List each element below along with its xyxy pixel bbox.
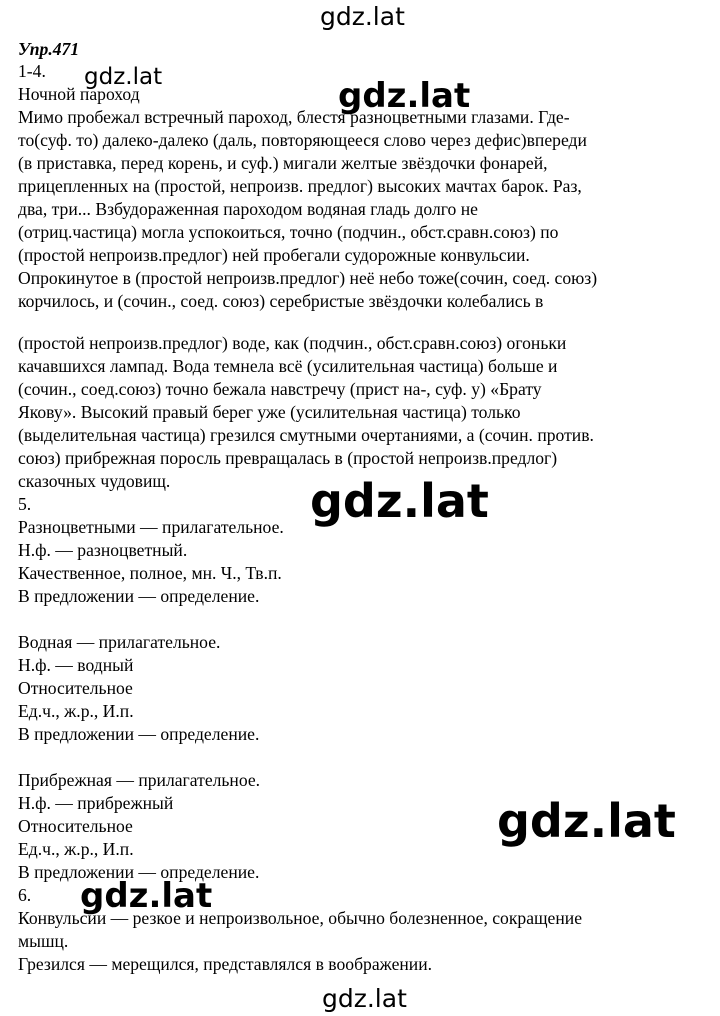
text-title: Ночной пароход (18, 84, 140, 104)
analysis-line: Разноцветными — прилагательное. (18, 517, 284, 537)
text-line: (выделительная частица) грезился смутными очертаниями, а (сочин. против. (18, 425, 594, 445)
text-line: два, три... Взбудораженная пароходом водяная гладь долго не (18, 199, 478, 219)
text-line: качавшихся лампад. Вода темнела всё (усилительная частица) больше и (18, 356, 558, 376)
text-line: корчилось, и (сочин., соед. союз) серебристые звёздочки колебались в (18, 291, 544, 311)
text-line: (простой непроизв.предлог) ней пробегали судорожные конвульсии. (18, 245, 530, 265)
analysis-line: Относительное (18, 678, 133, 698)
analysis-line: В предложении — определение. (18, 586, 260, 606)
analysis-line: Качественное, полное, мн. Ч., Тв.п. (18, 563, 282, 583)
section-label-5: 5. (18, 494, 32, 514)
text-line: (в приставка, перед корень, и суф.) мигали желтые звёздочки фонарей, (18, 153, 548, 173)
analysis-line: Относительное (18, 816, 133, 836)
watermark-top: gdz.lat (320, 2, 405, 31)
exercise-title: Упр.471 (18, 39, 80, 59)
text-line: прицепленных на (простой, непроизв. предлог) высоких мачтах барок. Раз, (18, 176, 582, 196)
analysis-line: Ед.ч., ж.р., И.п. (18, 839, 134, 859)
text-line: то(суф. то) далеко-далеко (даль, повторяющееся слово через дефис)впереди (18, 130, 587, 150)
text-line: (отриц.частица) могла успокоиться, точно (подчин., обст.сравн.союз) по (18, 222, 559, 242)
analysis-line: Н.ф. — разноцветный. (18, 540, 188, 560)
watermark-large: gdz.lat (310, 474, 489, 528)
analysis-line: Ед.ч., ж.р., И.п. (18, 701, 134, 721)
section-label-1-4: 1-4. (18, 61, 46, 81)
text-line: Опрокинутое в (простой непроизв.предлог) неё небо тоже(сочин, соед. союз) (18, 268, 598, 288)
analysis-line: В предложении — определение. (18, 862, 260, 882)
watermark-small: gdz.lat (84, 64, 163, 90)
text-line: (простой непроизв.предлог) воде, как (подчин., обст.сравн.союз) огоньки (18, 333, 567, 353)
definition-line: Конвульсии — резкое и непроизвольное, обычно болезненное, сокращение (18, 908, 583, 928)
text-line: Якову». Высокий правый берег уже (усилительная частица) только (18, 402, 521, 422)
analysis-line: Н.ф. — прибрежный (18, 793, 174, 813)
analysis-line: В предложении — определение. (18, 724, 260, 744)
analysis-line: Н.ф. — водный (18, 655, 134, 675)
section-label-6: 6. (18, 885, 32, 905)
watermark-large: gdz.lat (497, 794, 676, 848)
definition-line: Грезился — мерещился, представлялся в воображении. (18, 954, 433, 974)
analysis-line: Прибрежная — прилагательное. (18, 770, 261, 790)
analysis-line: Водная — прилагательное. (18, 632, 221, 652)
watermark-medium: gdz.lat (80, 876, 213, 916)
text-line: союз) прибрежная поросль превращалась в (простой непроизв.предлог) (18, 448, 558, 468)
watermark-bottom: gdz.lat (322, 984, 407, 1013)
watermark-medium: gdz.lat (338, 76, 471, 116)
definition-line: мышц. (18, 931, 69, 951)
text-line: сказочных чудовищ. (18, 471, 171, 491)
text-line: Мимо пробежал встречный пароход, блестя разноцветными глазами. Где- (18, 107, 570, 127)
text-line: (сочин., соед.союз) точно бежала навстречу (прист на-, суф. у) «Брату (18, 379, 542, 399)
